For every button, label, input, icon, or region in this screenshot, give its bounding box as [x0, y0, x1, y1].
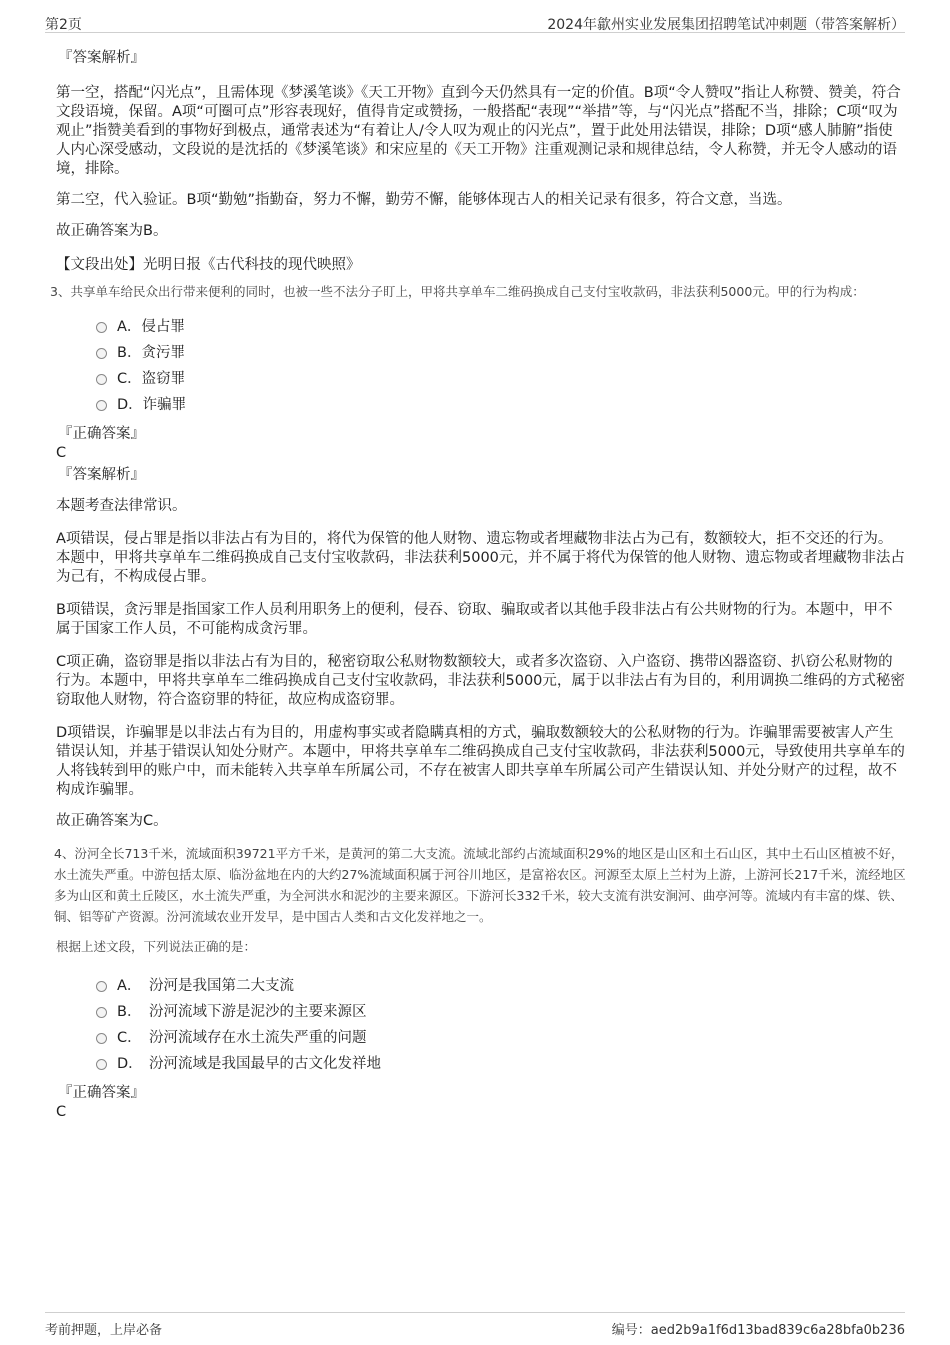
option-text: 贪污罪 — [141, 344, 185, 361]
q3-correct-label: 『正确答案』 — [58, 426, 145, 442]
page-number: 第2页 — [45, 17, 82, 33]
q4-passage: 4、汾河全长713千米，流域面积39721平方千米，是黄河的第二大支流。流域北部约占流域面积29%的地区是山区和土石山区，其中土石山区植被不好，水土流失严重。中游包括太原、临汾盆地在内的大约27%流域面积属于河谷川地区，是富裕农区。河源至太原上兰村为上游，上游河长217千米，流经地区多为山区和黄土丘陵区，水土流失严重，为全河洪水和泥沙的主要来源区。下游河长332千米，较大支流有洪安涧河、曲亭河等。流域内有丰富的煤、铁、铜、铝等矿产资源。汾河流域农业开发早，是中国古人类和古文化发祥地之一。 — [54, 846, 906, 924]
footer-slogan: 考前押题，上岸必备 — [45, 1323, 163, 1338]
option-text: 汾河流域存在水土流失严重的问题 — [149, 1029, 367, 1046]
q3-options — [96, 312, 906, 416]
q3-analysis-a: A项错误，侵占罪是指以非法占有为目的，将代为保管的他人财物、遗忘物或者埋藏物非法占为己有，数额较大，拒不交还的行为。本题中，甲将共享单车二维码换成自己支付宝收款码，非法获利5000元，并不属于将代为保管的他人财物、遗忘物或者埋藏物非法占为己有，不构成侵占罪。 — [56, 531, 905, 585]
option-text: 盗窃罪 — [141, 370, 186, 387]
page-footer — [45, 1312, 905, 1338]
document-body — [50, 44, 906, 1122]
radio-icon[interactable] — [96, 1007, 107, 1018]
q3-analysis-c: C项正确，盗窃罪是指以非法占有为目的，秘密窃取公私财物数额较大，或者多次盗窃、入户盗窃、携带凶器盗窃、扒窃公私财物的行为。本题中，甲将共享单车二维码换成自己支付宝收款码，非法获利5000元，属于以非法占有为目的，利用调换二维码的方式秘密窃取他人财物，符合盗窃罪的特征，故应构成盗窃罪。 — [56, 654, 905, 708]
q4-option-b[interactable] — [96, 997, 906, 1023]
radio-icon[interactable] — [96, 374, 107, 385]
q3-analysis-intro: 本题考查法律常识。 — [56, 498, 187, 514]
q2-analysis-para-2: 第二空，代入验证。B项“勤勉”指勤奋，努力不懈，勤劳不懈，能够体现古人的相关记录有很多，符合文意，当选。 — [56, 192, 792, 208]
document-code: 编号：aed2b9a1f6d13bad839c6a28bfa0b236 — [611, 1323, 905, 1338]
q3-conclusion: 故正确答案为C。 — [56, 813, 168, 829]
option-letter: D． — [117, 1055, 143, 1072]
q4-option-c[interactable] — [96, 1023, 906, 1049]
option-letter: A． — [117, 977, 142, 994]
option-letter: D． — [117, 396, 143, 413]
radio-icon[interactable] — [96, 348, 107, 359]
q3-analysis-label: 『答案解析』 — [58, 467, 145, 483]
page-header — [45, 10, 905, 33]
q4-correct-answer: C — [56, 1104, 67, 1120]
radio-icon[interactable] — [96, 400, 107, 411]
radio-icon[interactable] — [96, 322, 107, 333]
q2-conclusion: 故正确答案为B。 — [56, 223, 168, 239]
q4-option-a[interactable] — [96, 971, 906, 997]
radio-icon[interactable] — [96, 1059, 107, 1070]
q4-correct-label: 『正确答案』 — [58, 1085, 145, 1101]
q2-source: 【文段出处】光明日报《古代科技的现代映照》 — [56, 257, 361, 273]
radio-icon[interactable] — [96, 981, 107, 992]
option-text: 汾河流域是我国最早的古文化发祥地 — [149, 1055, 381, 1072]
option-text: 汾河流域下游是泥沙的主要来源区 — [149, 1003, 367, 1020]
option-text: 汾河是我国第二大支流 — [149, 977, 294, 994]
q4-options — [96, 971, 906, 1075]
q3-option-c[interactable] — [96, 364, 906, 390]
q3-analysis-b: B项错误，贪污罪是指国家工作人员利用职务上的便利，侵吞、窃取、骗取或者以其他手段非法占有公共财物的行为。本题中，甲不属于国家工作人员，不可能构成贪污罪。 — [56, 602, 893, 637]
q3-correct-answer: C — [56, 445, 67, 461]
option-letter: C． — [117, 1029, 142, 1046]
option-text: 侵占罪 — [141, 318, 185, 335]
option-letter: B． — [117, 1003, 142, 1020]
q4-option-d[interactable] — [96, 1049, 906, 1075]
q3-question: 3、共享单车给民众出行带来便利的同时，也被一些不法分子盯上，甲将共享单车二维码换成自己支付宝收款码，非法获利5000元。甲的行为构成： — [50, 284, 865, 299]
q3-option-a[interactable] — [96, 312, 906, 338]
q3-option-b[interactable] — [96, 338, 906, 364]
q2-analysis-label: 『答案解析』 — [58, 50, 145, 66]
option-text: 诈骗罪 — [142, 396, 187, 413]
option-letter: B． — [117, 344, 142, 361]
option-letter: C． — [117, 370, 142, 387]
document-title: 2024年歙州实业发展集团招聘笔试冲刺题（带答案解析） — [547, 17, 905, 33]
option-letter: A． — [117, 318, 142, 335]
q4-prompt: 根据上述文段，下列说法正确的是： — [56, 939, 257, 954]
q2-analysis-para-1: 第一空，搭配“闪光点”，且需体现《梦溪笔谈》《天工开物》直到今天仍然具有一定的价值。B项“令人赞叹”指让人称赞、赞美，符合文段语境，保留。A项“可圈可点”形容表现好，值得肯定或赞扬，一般搭配“表现”“举措”等，与“闪光点”搭配不当，排除；C项“叹为观止”指赞美看到的事物好到极点，通常表述为“有着让人/令人叹为观止的闪光点”，置于此处用法错误，排除；D项“感人肺腑”指使人内心深受感动，文段说的是沈括的《梦溪笔谈》和宋应星的《天工开物》注重观测记录和规律总结，令人称赞，并无令人感动的语境，排除。 — [56, 85, 901, 177]
q3-analysis-d: D项错误，诈骗罪是以非法占有为目的，用虚构事实或者隐瞒真相的方式，骗取数额较大的公私财物的行为。诈骗罪需要被害人产生错误认知，并基于错误认知处分财产。本题中，甲将共享单车二维码换成自己支付宝收款码，非法获利5000元，导致使用共享单车的人将钱转到甲的账户中，而未能转入共享单车所属公司，不存在被害人即共享单车所属公司产生错误认知、并处分财产的过程，故不构成诈骗罪。 — [56, 725, 905, 798]
radio-icon[interactable] — [96, 1033, 107, 1044]
q3-option-d[interactable] — [96, 390, 906, 416]
